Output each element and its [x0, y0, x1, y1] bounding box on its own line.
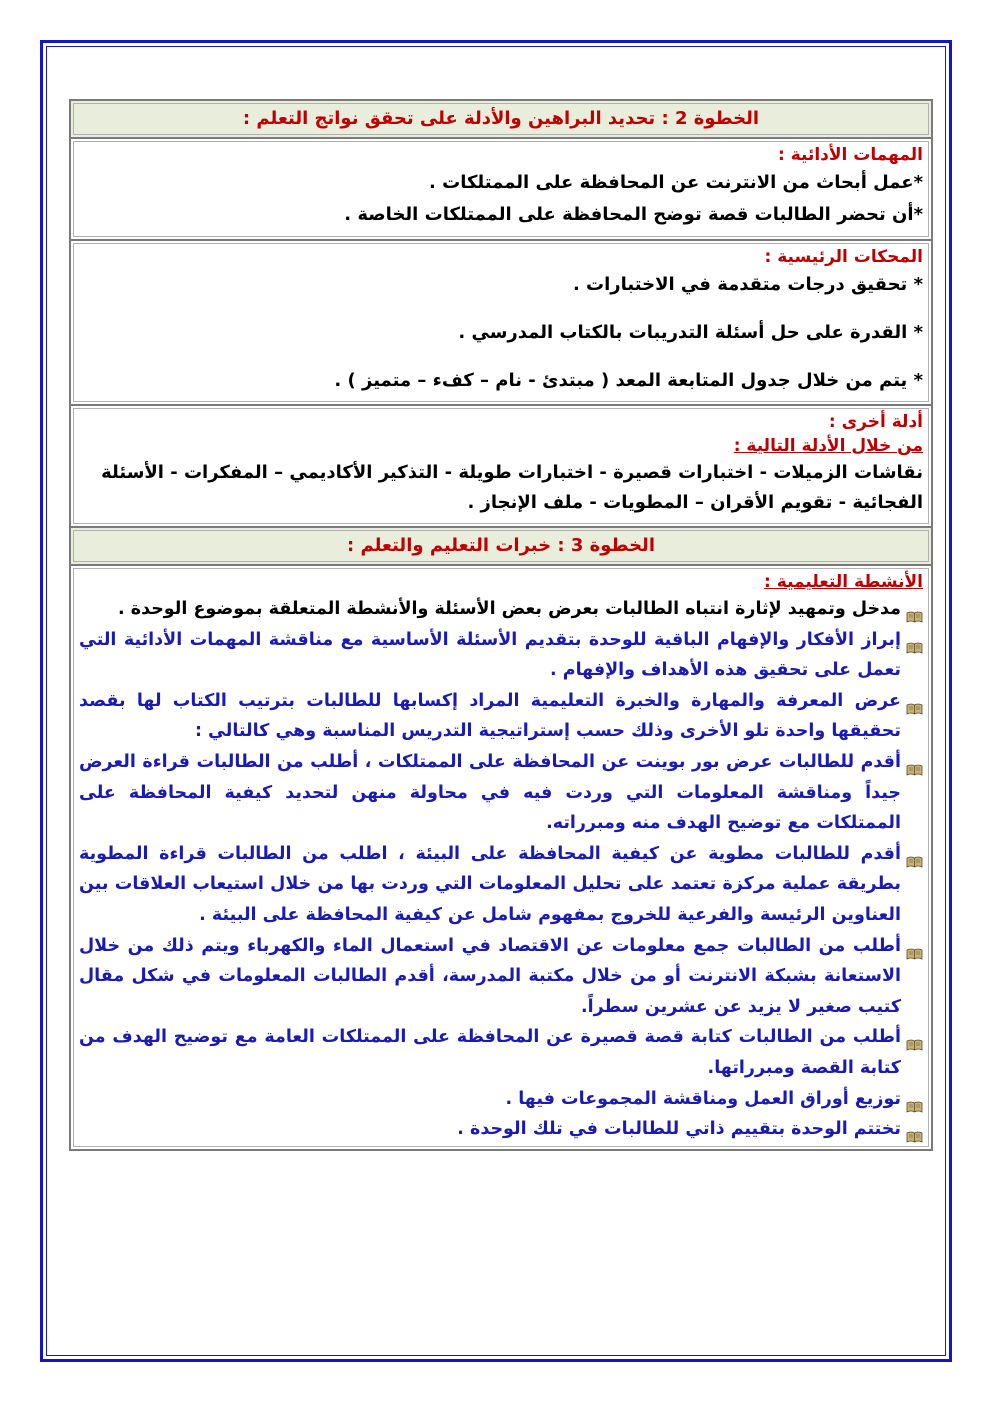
criteria-line-1: * تحقيق درجات متقدمة في الاختبارات . — [572, 274, 923, 295]
book-icon — [906, 634, 923, 646]
activity-item-text: إبراز الأفكار والإفهام الباقية للوحدة بتقديم الأسئلة الأساسية مع مناقشة المهمات الأدائية التي تعمل على تحقيق هذه الأهداف والإفهام . — [79, 629, 901, 681]
criteria-line-3: * يتم من خلال جدول المتابعة المعد ( مبتدئ - نام – كفء – متميز ) . — [334, 370, 923, 391]
activity-item — [79, 1084, 923, 1115]
book-icon — [906, 695, 923, 707]
other-evidence-subheading: من خلال الأدلة التالية : — [733, 436, 923, 456]
activity-item — [79, 1022, 923, 1083]
activity-item-text: عرض المعرفة والمهارة والخبرة التعليمية المراد إكسابها للطالبات بترتيب الكتاب لها بقصد تحقيقها واحدة تلو الأخرى وذلك حسب إستراتيجية التدريس المناسبة وهي كالتالي : — [79, 690, 901, 742]
lesson-plan-table — [69, 99, 933, 1151]
activity-item-text: تختتم الوحدة بتقييم ذاتي للطالبات في تلك الوحدة . — [457, 1119, 901, 1140]
activity-item — [79, 931, 923, 1023]
criteria-line-2: * القدرة على حل أسئلة التدريبات بالكتاب المدرسي . — [458, 322, 923, 343]
step2-title: الخطوة 2 : تحديد البراهين والأدلة على تحقق نواتج التعلم : — [70, 100, 932, 138]
criteria-cell — [70, 240, 932, 405]
activity-item-text: أقدم للطالبات مطوية عن كيفية المحافظة على البيئة ، اطلب من الطالبات قراءة المطوية بطريقة عملية مركزة تعتمد على تحليل المعلومات التي وردت بها من خلال استيعاب العلاقات بين العناوين الرئيسة والفرعية للخروج بمفهوم شامل عن كيفية المحافظة على البيئة . — [79, 843, 901, 925]
other-evidence-line-2: الفجائية - تقويم الأقران – المطويات - ملف الإنجاز . — [467, 492, 923, 513]
activities-list — [79, 594, 923, 1145]
activity-item-text: توزيع أوراق العمل ومناقشة المجموعات فيها . — [505, 1088, 901, 1109]
book-icon — [906, 1123, 923, 1135]
other-evidence-cell — [70, 405, 932, 527]
activity-item — [79, 594, 923, 625]
activities-cell — [70, 565, 932, 1150]
tasks-heading: المهمات الأدائية : — [778, 145, 923, 165]
activity-item — [79, 747, 923, 839]
book-icon — [906, 603, 923, 615]
activities-heading: الأنشطة التعليمية : — [764, 572, 923, 592]
activity-item — [79, 625, 923, 686]
other-evidence-heading: أدلة أخرى : — [828, 412, 923, 432]
activity-item — [79, 839, 923, 931]
activity-item-text: أقدم للطالبات عرض بور بوينت عن المحافظة على الممتلكات ، أطلب من الطالبات قراءة العرض جيداً ومناقشة المعلومات التي وردت فيه في محاولة منهن لتحديد كيفية المحافظة على الممتلكات مع توضيح الهدف منه ومبرراته. — [79, 751, 901, 834]
tasks-cell — [70, 138, 932, 240]
activity-item-text: أطلب من الطالبات كتابة قصة قصيرة عن المحافظة على الممتلكات العامة مع توضيح الهدف من كتابة القصة ومبرراتها. — [79, 1027, 901, 1078]
tasks-line-1: *عمل أبحاث من الانترنت عن المحافظة على الممتلكات . — [429, 172, 923, 193]
book-icon — [906, 756, 923, 768]
book-icon — [906, 848, 923, 860]
criteria-heading: المحكات الرئيسية : — [764, 247, 923, 267]
activity-item — [79, 1114, 923, 1145]
book-icon — [906, 940, 923, 952]
activity-item-text: أطلب من الطالبات جمع معلومات عن الاقتصاد في استعمال الماء والكهرباء ويتم ذلك من خلال الاستعانة بشبكة الانترنت أو من خلال مكتبة المدرسة، أقدم الطالبات المعلومات في شكل مقال كتيب صغير لا يزيد عن عشرين سطراً. — [79, 935, 901, 1017]
activity-item — [79, 686, 923, 747]
other-evidence-line-1: نقاشات الزميلات - اختبارات قصيرة - اختبارات طويلة - التذكير الأكاديمي – المفكرات - الأسئلة — [101, 462, 923, 483]
book-icon — [906, 1093, 923, 1105]
activity-item-text: مدخل وتمهيد لإثارة انتباه الطالبات بعرض بعض الأسئلة والأنشطة المتعلقة بموضوع الوحدة . — [118, 599, 901, 619]
tasks-line-2: *أن تحضر الطالبات قصة توضح المحافظة على الممتلكات الخاصة . — [344, 204, 923, 225]
step3-title: الخطوة 3 : خبرات التعليم والتعلم : — [70, 527, 932, 565]
book-icon — [906, 1031, 923, 1043]
